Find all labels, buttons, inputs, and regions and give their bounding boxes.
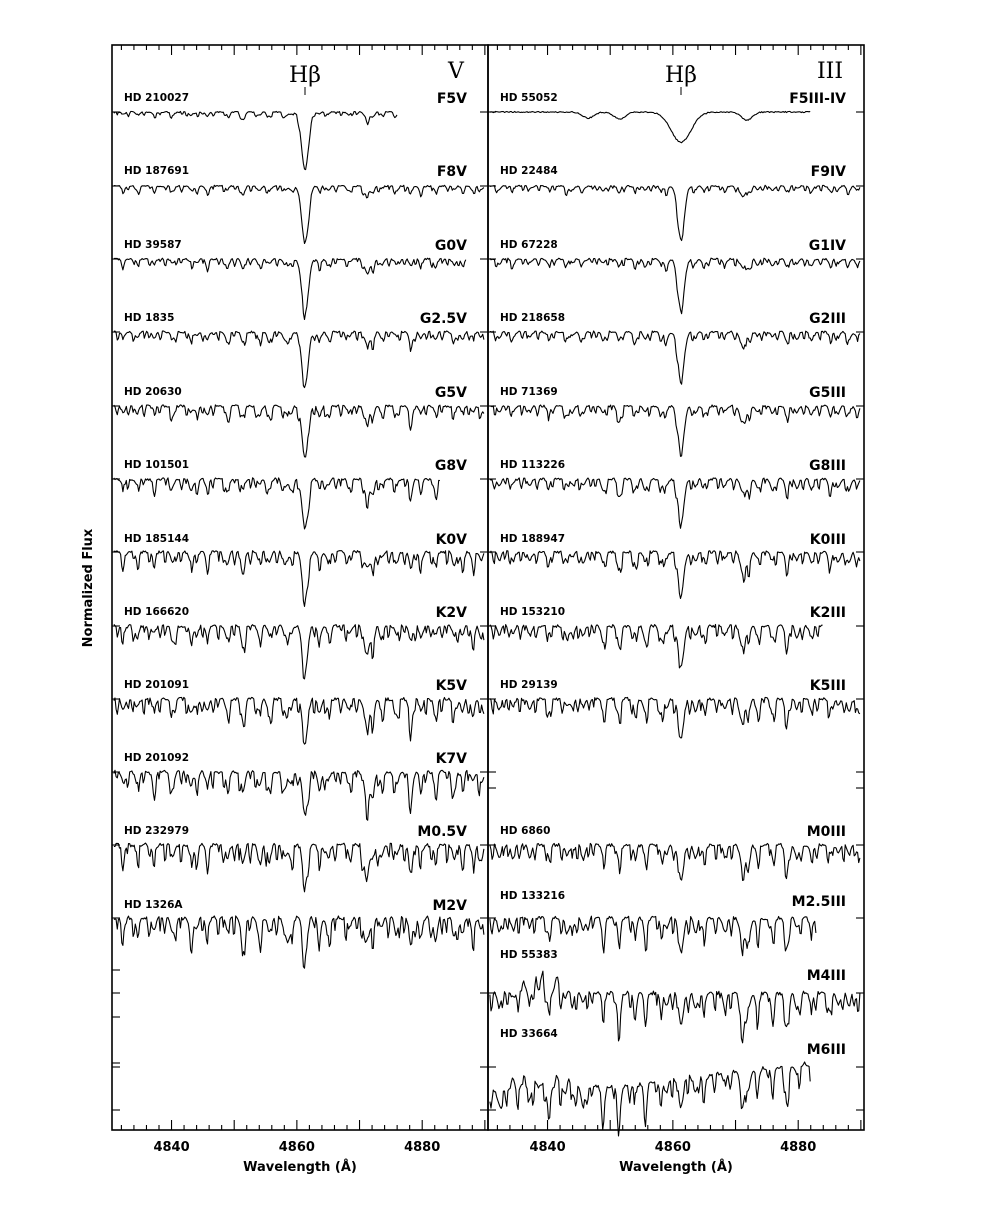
spectral-type-label: G8V	[434, 458, 467, 474]
spectrum-line	[114, 331, 484, 388]
spectral-type-label: K0V	[435, 532, 467, 548]
star-id-label: HD 1835	[124, 312, 175, 324]
spectrum-line	[490, 111, 810, 142]
spectral-type-label: K2V	[435, 605, 467, 621]
spectrum-line	[490, 405, 860, 456]
spectral-type-label: F8V	[436, 164, 467, 180]
star-id-label: HD 133216	[500, 890, 565, 902]
spectral-type-label: G1IV	[808, 238, 846, 254]
spectrum-line	[114, 916, 484, 968]
star-id-label: HD 185144	[124, 533, 189, 545]
star-id-label: HD 201092	[124, 752, 189, 764]
x-tick-label: 4860	[278, 1140, 315, 1155]
star-id-label: HD 22484	[500, 165, 558, 177]
spectrum-line	[114, 624, 484, 679]
star-id-label: HD 113226	[500, 459, 565, 471]
y-axis-title: Normalized Flux	[81, 528, 96, 648]
hbeta-label: Hβ	[289, 63, 321, 88]
panel-label-giants: III	[816, 59, 844, 84]
spectrum-line	[114, 843, 484, 892]
x-tick-label: 4840	[529, 1140, 566, 1155]
spectrum-line	[490, 625, 823, 668]
spectrum-line	[490, 185, 860, 240]
star-id-label: HD 20630	[124, 386, 182, 398]
spectral-type-label: F5V	[436, 91, 467, 107]
spectrum-line	[490, 697, 860, 737]
spectrum-line	[114, 478, 440, 529]
spectral-type-label: K7V	[435, 751, 467, 767]
star-id-label: HD 6860	[500, 825, 551, 837]
star-id-label: HD 33664	[500, 1028, 558, 1040]
spectrum-line	[490, 551, 860, 599]
spectrum-line	[490, 843, 860, 880]
spectrum-line	[490, 331, 860, 384]
spectral-type-label: G5III	[809, 385, 846, 401]
spectrum-line	[114, 258, 466, 319]
spectral-type-label: G2III	[809, 311, 846, 327]
star-id-label: HD 218658	[500, 312, 565, 324]
spectrum-line	[114, 185, 484, 243]
spectral-type-label: G5V	[434, 385, 467, 401]
spectral-type-label: G8III	[809, 458, 846, 474]
spectrum-line	[114, 551, 484, 607]
star-id-label: HD 55052	[500, 92, 558, 104]
star-id-label: HD 101501	[124, 459, 189, 471]
spectral-type-label: M0III	[806, 824, 846, 840]
star-id-label: HD 201091	[124, 679, 189, 691]
star-id-label: HD 232979	[124, 825, 189, 837]
star-id-label: HD 55383	[500, 949, 558, 961]
star-id-label: HD 188947	[500, 533, 565, 545]
spectrum-line	[114, 111, 397, 169]
star-id-label: HD 187691	[124, 165, 189, 177]
spectral-type-label: F9IV	[810, 164, 846, 180]
panel-frames	[112, 45, 864, 1130]
spectral-type-label: M6III	[806, 1042, 846, 1058]
spectral-type-label: M0.5V	[417, 824, 467, 840]
spectral-type-label: M2V	[432, 898, 467, 914]
spectrum-line	[114, 697, 484, 744]
spectral-type-label: K2III	[809, 605, 846, 621]
x-tick-label: 4860	[654, 1140, 691, 1155]
x-tick-label: 4840	[153, 1140, 190, 1155]
spectrum-line	[490, 1062, 810, 1136]
spectral-type-label: K5III	[809, 678, 846, 694]
spectral-type-label: G2.5V	[419, 311, 467, 327]
star-id-label: HD 39587	[124, 239, 182, 251]
x-axis-title-left: Wavelength (Å)	[243, 1160, 357, 1175]
star-id-label: HD 29139	[500, 679, 558, 691]
spectra-layer	[114, 111, 860, 1136]
star-id-label: HD 166620	[124, 606, 189, 618]
x-axis-title-right: Wavelength (Å)	[619, 1160, 733, 1175]
panel-label-dwarfs: V	[448, 59, 464, 84]
spectral-type-label: K0III	[809, 532, 846, 548]
star-id-label: HD 1326A	[124, 899, 183, 911]
hbeta-label: Hβ	[665, 63, 697, 88]
spectral-type-label: G0V	[434, 238, 467, 254]
star-id-label: HD 210027	[124, 92, 189, 104]
label-layer	[124, 63, 846, 1058]
spectral-type-label: F5III-IV	[789, 91, 846, 107]
spectral-type-label: M2.5III	[791, 894, 846, 910]
x-tick-label: 4880	[780, 1140, 817, 1155]
x-tick-label: 4880	[404, 1140, 441, 1155]
spectrum-line	[114, 770, 484, 820]
spectral-type-label: M4III	[806, 968, 846, 984]
star-id-label: HD 67228	[500, 239, 558, 251]
spectrum-line	[114, 405, 484, 457]
spectrum-line	[490, 258, 860, 314]
star-id-label: HD 71369	[500, 386, 558, 398]
spectrum-line	[490, 478, 860, 528]
star-id-label: HD 153210	[500, 606, 565, 618]
spectral-type-label: K5V	[435, 678, 467, 694]
